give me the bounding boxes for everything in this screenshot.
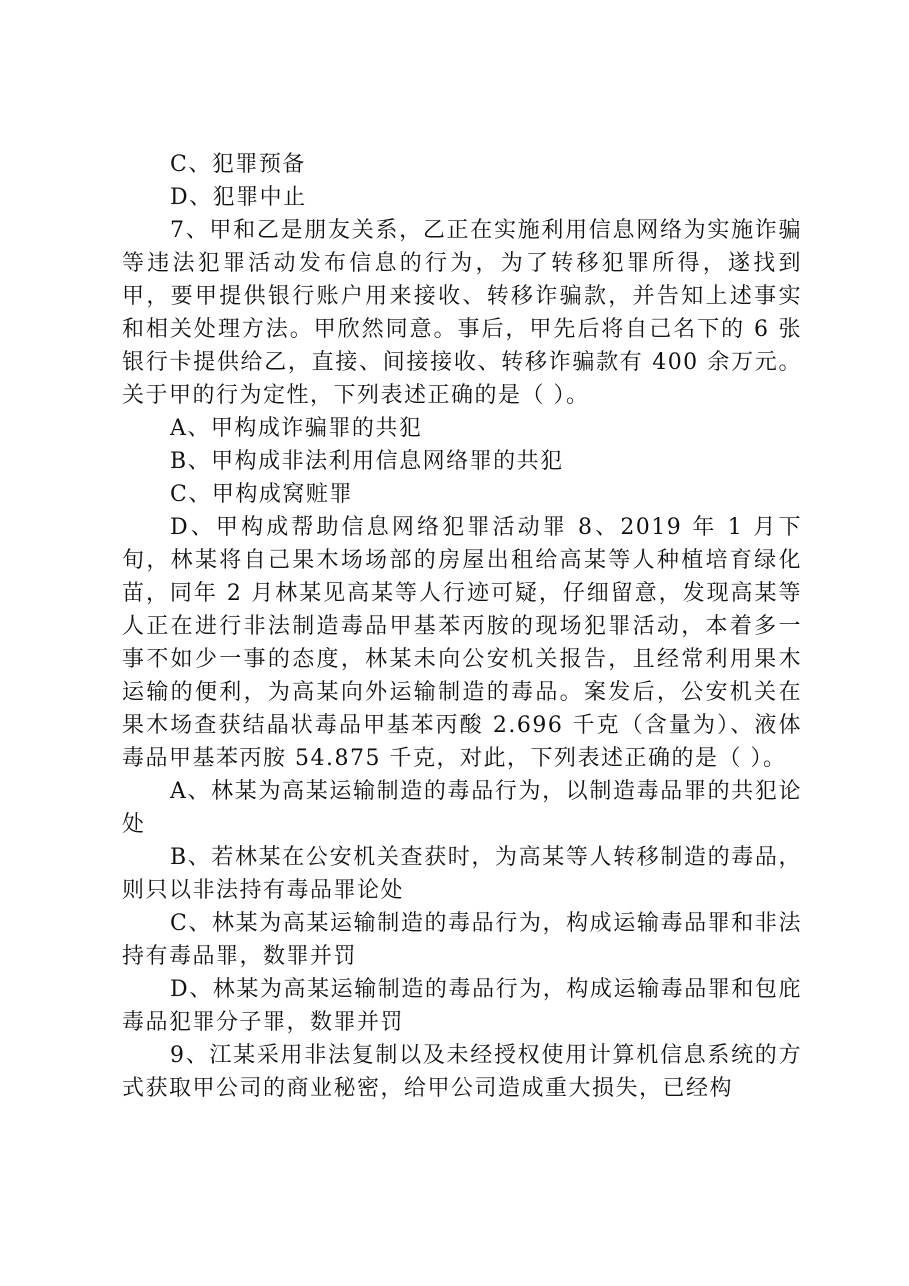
option-c-q8: C、林某为高某运输制造的毒品行为，构成运输毒品罪和非法持有毒品罪，数罪并罚 — [122, 911, 802, 969]
option-b-q7: B、甲构成非法利用信息网络罪的共犯 — [170, 449, 564, 474]
question-7: 7、甲和乙是朋友关系，乙正在实施利用信息网络为实施诈骗等违法犯罪活动发布信息的行为，为了转移犯罪所得，遂找到甲，要甲提供银行账户用来接收、转移诈骗款，并告知上述事实和相关处理方法。甲欣然同意。事后，甲先后将自己名下的 6 张银行卡提供给乙，直接、间接接收、转移诈骗款有 400 余万元。关于甲的行为定性，下列表述正确的是（ ）。 — [122, 218, 802, 408]
option-a-q8: A、林某为高某运输制造的毒品行为，以制造毒品罪的共犯论处 — [122, 779, 802, 837]
option-d-q7-and-question-8: D、甲构成帮助信息网络犯罪活动罪 8、2019 年 1 月下旬，林某将自己果木场场部的房屋出租给高某等人种植培育绿化苗，同年 2 月林某见高某等人行迹可疑，仔细留意，发现高某等人正在进行非法制造毒品甲基苯丙胺的现场犯罪活动，本着多一事不如少一事的态度，林某未向公安机关报告，且经常利用果木运输的便利，为高某向外运输制造的毒品。案发后，公安机关在果木场查获结晶状毒品甲基苯丙酸 2.696 千克（含量为）、液体毒品甲基苯丙胺 54.875 千克，对此，下列表述正确的是（ ）。 — [122, 515, 802, 771]
document-body — [122, 148, 802, 1105]
option-c-q6: C、犯罪预备 — [170, 152, 306, 177]
option-d-q6: D、犯罪中止 — [170, 185, 307, 210]
option-b-q8: B、若林某在公安机关查获时，为高某等人转移制造的毒品，则只以非法持有毒品罪论处 — [122, 845, 802, 903]
option-d-q8: D、林某为高某运输制造的毒品行为，构成运输毒品罪和包庇毒品犯罪分子罪，数罪并罚 — [122, 977, 802, 1035]
option-c-q7: C、甲构成窝赃罪 — [170, 482, 353, 507]
question-9: 9、江某采用非法复制以及未经授权使用计算机信息系统的方式获取甲公司的商业秘密，给甲公司造成重大损失，已经构 — [122, 1043, 802, 1101]
option-a-q7: A、甲构成诈骗罪的共犯 — [170, 416, 423, 441]
